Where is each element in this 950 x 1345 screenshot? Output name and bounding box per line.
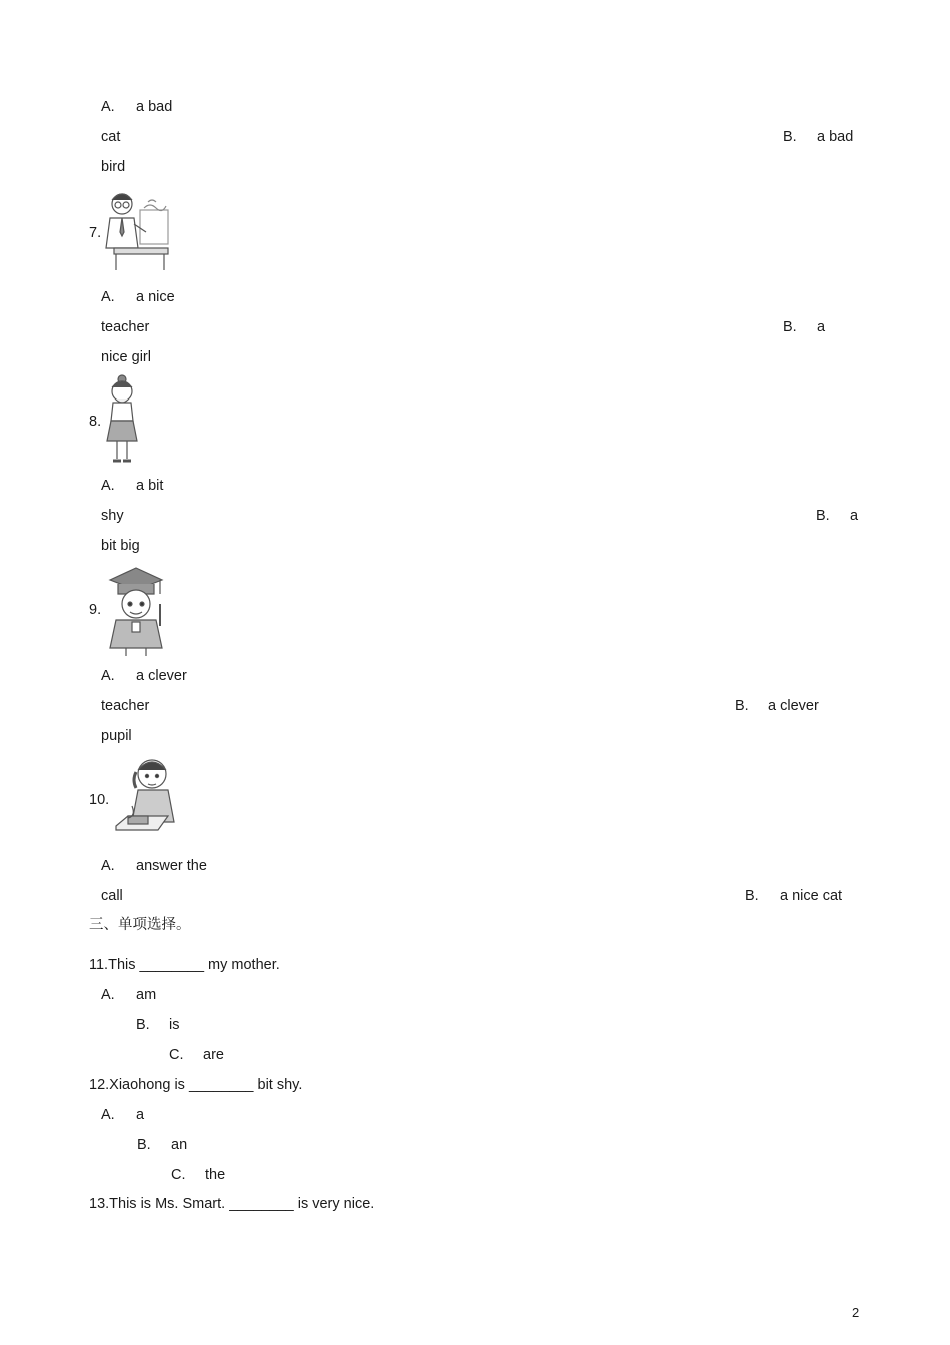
q11-option-b-text: is [169, 1017, 180, 1033]
q7-option-b-letter: B. [783, 319, 797, 335]
q10-number: 10. [89, 792, 110, 808]
q11-option-c-letter: C. [169, 1047, 184, 1063]
q12-option-b-text: an [171, 1137, 188, 1153]
q10-option-a-text: answer the [136, 858, 207, 874]
q9-option-a-letter: A. [101, 668, 115, 684]
q11-option-b-letter: B. [136, 1017, 150, 1033]
q12-option-c-letter: C. [171, 1167, 186, 1183]
q9-option-a-text-cont: teacher [101, 698, 150, 714]
q12-option-b-letter: B. [137, 1137, 151, 1153]
q7-option-b-text-cont: nice girl [101, 349, 151, 365]
q12-option-a-letter: A. [101, 1107, 115, 1123]
q7-option-a-letter: A. [101, 289, 115, 305]
q6-option-a-text-cont: cat [101, 129, 121, 145]
q8-option-a-text-cont: shy [101, 508, 124, 524]
q8-number: 8. [89, 414, 102, 430]
q10-option-b-text: a nice cat [780, 888, 843, 904]
clever-pupil-picture [104, 564, 170, 658]
shy-girl-picture [104, 373, 140, 469]
q8-option-a-text: a bit [136, 478, 164, 494]
page-number: 2 [852, 1305, 860, 1320]
q11-stem: 11.This ________ my mother. [89, 957, 280, 973]
q7-number: 7. [89, 225, 102, 241]
section-heading: 三、单项选择。 [89, 917, 191, 933]
q6-option-b-text-cont: bird [101, 159, 126, 175]
q6-option-a-text: a bad [136, 99, 173, 115]
q13-stem: 13.This is Ms. Smart. ________ is very nice. [89, 1196, 375, 1212]
q6-option-a-letter: A. [101, 99, 115, 115]
q7-option-b-text: a [817, 319, 826, 335]
q9-option-b-text: a clever [768, 698, 819, 714]
q11-option-a-text: am [136, 987, 157, 1003]
q12-option-c-text: the [205, 1167, 226, 1183]
teacher-picture [104, 188, 170, 272]
q11-option-c-text: are [203, 1047, 224, 1063]
q8-option-b-letter: B. [816, 508, 830, 524]
q9-number: 9. [89, 602, 102, 618]
q7-option-a-text-cont: teacher [101, 319, 150, 335]
q10-option-b-letter: B. [745, 888, 759, 904]
q8-option-b-text-cont: bit big [101, 538, 140, 554]
phone-call-picture [112, 754, 180, 844]
q6-option-b-text: a bad [817, 129, 854, 145]
q12-option-a-text: a [136, 1107, 145, 1123]
q6-option-b-letter: B. [783, 129, 797, 145]
q9-option-b-letter: B. [735, 698, 749, 714]
q10-option-a-letter: A. [101, 858, 115, 874]
q10-option-a-text-cont: call [101, 888, 123, 904]
q9-option-b-text-cont: pupil [101, 728, 132, 744]
q8-option-a-letter: A. [101, 478, 115, 494]
q9-option-a-text: a clever [136, 668, 187, 684]
q12-stem: 12.Xiaohong is ________ bit shy. [89, 1077, 303, 1093]
q11-option-a-letter: A. [101, 987, 115, 1003]
q7-option-a-text: a nice [136, 289, 175, 305]
q8-option-b-text: a [850, 508, 859, 524]
